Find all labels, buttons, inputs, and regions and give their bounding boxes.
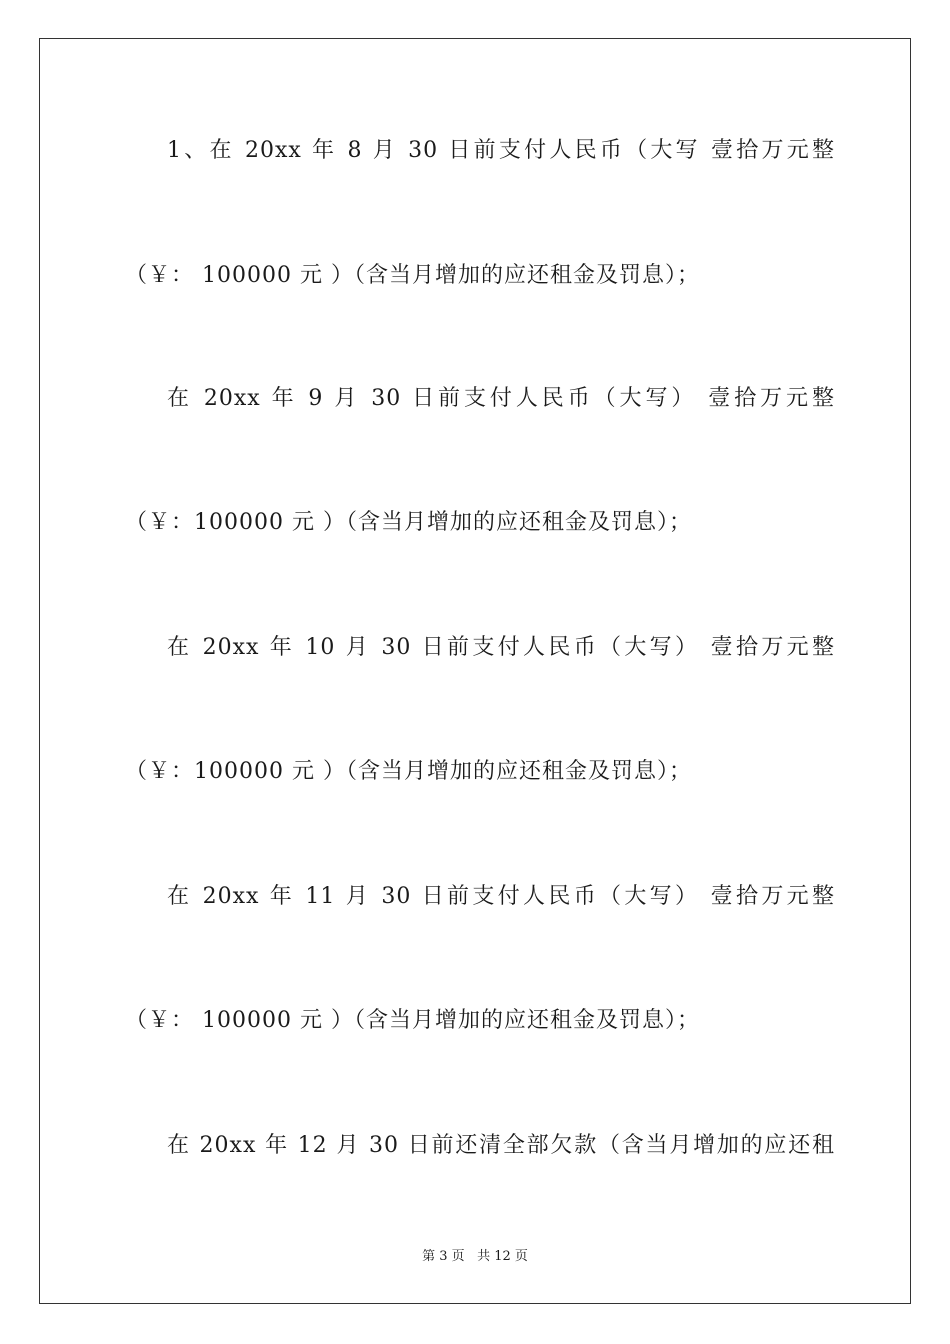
paragraph-line-2: （￥： 100000 元 ）（含当月增加的应还租金及罚息）； [125,263,700,288]
page-footer [0,1248,950,1266]
paragraph-line-4: （￥：100000 元 ）（含当月增加的应还租金及罚息）； [125,510,692,535]
page-border [39,38,911,1304]
paragraph-line-8: （￥： 100000 元 ）（含当月增加的应还租金及罚息）； [125,1008,700,1033]
paragraph-line-3: 在 20xx 年 9 月 30 日前支付人民币（大写） 壹拾万元整 [167,386,835,411]
paragraph-line-6: （￥：100000 元 ）（含当月增加的应还租金及罚息）； [125,759,692,784]
total-pages: 共 12 页 [477,1249,528,1264]
paragraph-line-7: 在 20xx 年 11 月 30 日前支付人民币（大写） 壹拾万元整 [167,884,835,909]
page-number: 第 3 页 [422,1249,465,1264]
paragraph-line-9: 在 20xx 年 12 月 30 日前还清全部欠款（含当月增加的应还租 [167,1133,835,1158]
paragraph-line-1: 1、在 20xx 年 8 月 30 日前支付人民币（大写 壹拾万元整 [167,138,835,163]
paragraph-line-5: 在 20xx 年 10 月 30 日前支付人民币（大写） 壹拾万元整 [167,635,835,660]
